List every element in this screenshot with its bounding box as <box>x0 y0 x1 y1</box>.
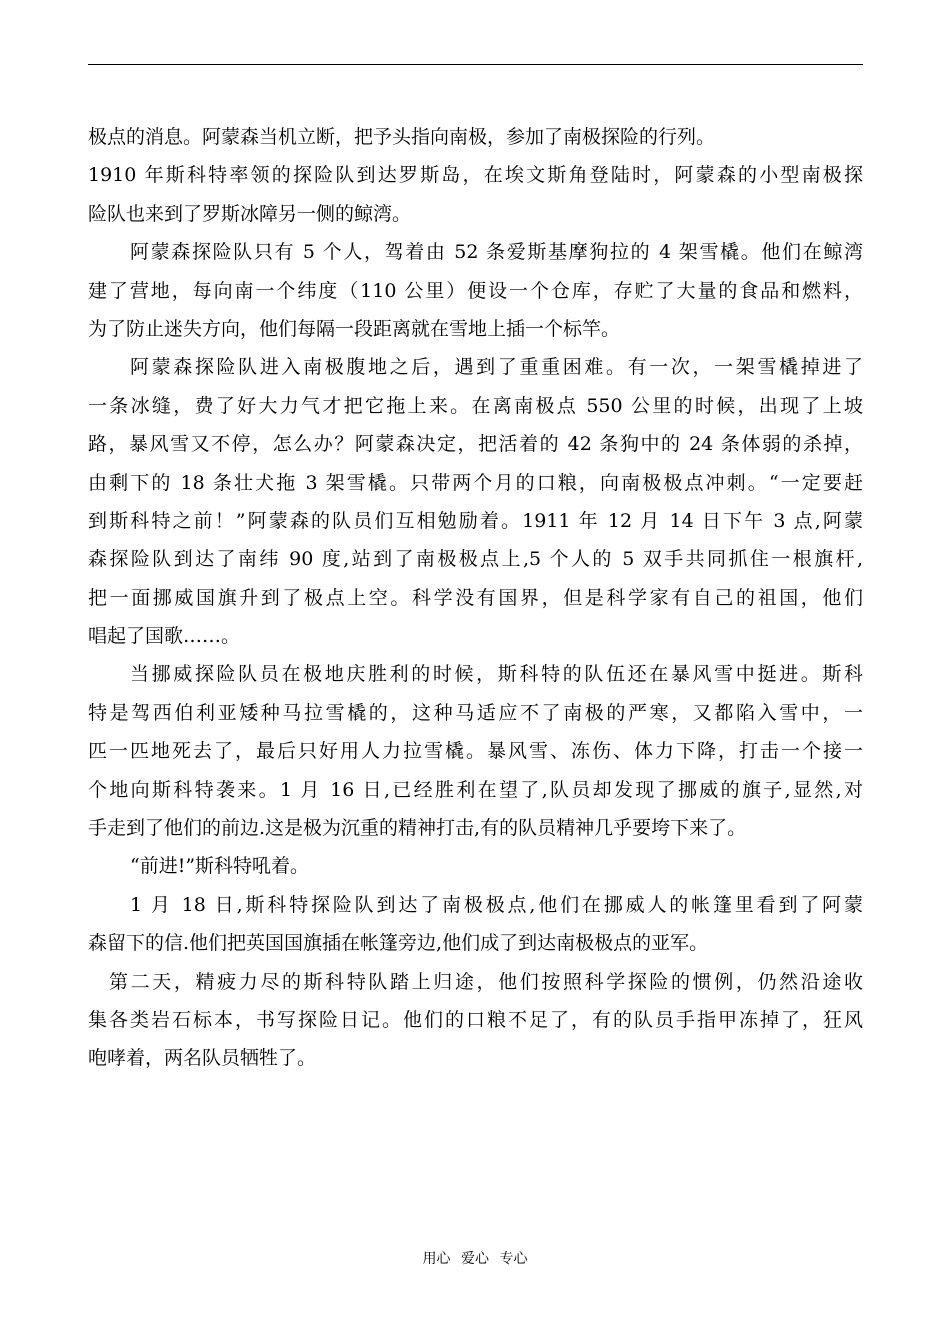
page-footer: 用心 爱心 专心 <box>422 1251 528 1267</box>
paragraph <box>88 963 863 1078</box>
text-line: 把一面挪威国旗升到了极点上空。科学没有国界，但是科学家有自己的祖国，他们 <box>88 586 863 609</box>
text-line: 1910 年斯科特率领的探险队到达罗斯岛，在埃文斯角登陆时，阿蒙森的小型南极探 <box>88 164 863 187</box>
text-line: 当挪威探险队员在极地庆胜利的时候，斯科特的队伍还在暴风雪中挺进。斯科 <box>130 663 863 686</box>
text-line: 手走到了他们的前边.这是极为沉重的精神打击,有的队员精神几乎要垮下来了。 <box>88 817 747 840</box>
paragraph <box>88 847 863 885</box>
text-line: 由剩下的 18 条壮犬拖 3 架雪橇。只带两个月的口粮，向南极极点冲刺。“一定要赶 <box>88 471 863 494</box>
text-line: 为了防止迷失方向，他们每隔一段距离就在雪地上插一个标竿。 <box>88 317 621 340</box>
paragraph <box>88 348 863 655</box>
text-line: 险队也来到了罗斯冰障另一侧的鲸湾。 <box>88 202 412 225</box>
text-line: 森留下的信.他们把英国国旗插在帐篷旁边,他们成了到达南极极点的亚军。 <box>88 932 709 955</box>
text-line: 阿蒙森探险队只有 5 个人，驾着由 52 条爱斯基摩狗拉的 4 架雪橇。他们在鲸湾 <box>130 241 863 264</box>
text-line: “前进!”斯科特吼着。 <box>130 855 310 878</box>
text-line: 到斯科特之前！”阿蒙森的队员们互相勉励着。1911 年 12 月 14 日下午 3 点,阿蒙 <box>88 509 863 532</box>
header-rule <box>88 64 863 65</box>
text-line: 路，暴风雪又不停，怎么办？阿蒙森决定，把活着的 42 条狗中的 24 条体弱的杀掉， <box>88 433 863 456</box>
text-line: 极点的消息。阿蒙森当机立断，把予头指向南极，参加了南极探险的行列。 <box>88 126 716 148</box>
text-line: 匹一匹地死去了，最后只好用人力拉雪橇。暴风雪、冻伤、体力下降，打击一个接一 <box>88 740 863 763</box>
text-line: 1 月 18 日,斯科特探险队到达了南极极点,他们在挪威人的帐篷里看到了阿蒙 <box>130 893 863 916</box>
text-line: 一条冰缝，费了好大力气才把它拖上来。在离南极点 550 公里的时候，出现了上坡 <box>88 394 863 417</box>
text-line: 个地向斯科特袭来。1 月 16 日,已经胜利在望了,队员却发现了挪威的旗子,显然,对 <box>88 778 863 801</box>
document-body <box>88 118 863 1078</box>
paragraph <box>88 118 863 156</box>
text-line: 特是驾西伯利亚矮种马拉雪橇的，这种马适应不了南极的严寒，又都陷入雪中，一 <box>88 701 863 724</box>
text-line: 咆哮着，两名队员牺牲了。 <box>88 1047 317 1070</box>
paragraph <box>88 233 863 348</box>
paragraph <box>88 655 863 847</box>
text-line: 森探险队到达了南纬 90 度,站到了南极极点上,5 个人的 5 双手共同抓住一根旗杆, <box>88 548 863 571</box>
paragraph <box>88 886 863 963</box>
text-line: 第二天，精疲力尽的斯科特队踏上归途，他们按照科学探险的惯例，仍然沿途收 <box>109 970 863 993</box>
text-line: 集各类岩石标本，书写探险日记。他们的口粮不足了，有的队员手指甲冻掉了，狂风 <box>88 1008 863 1031</box>
text-line: 唱起了国歌……。 <box>88 625 241 648</box>
text-line: 阿蒙森探险队进入南极腹地之后，遇到了重重困难。有一次，一架雪橇掉进了 <box>130 356 863 379</box>
text-line: 建了营地，每向南一个纬度（110 公里）便设一个仓库，存贮了大量的食品和燃料， <box>88 279 863 302</box>
paragraph <box>88 156 863 233</box>
